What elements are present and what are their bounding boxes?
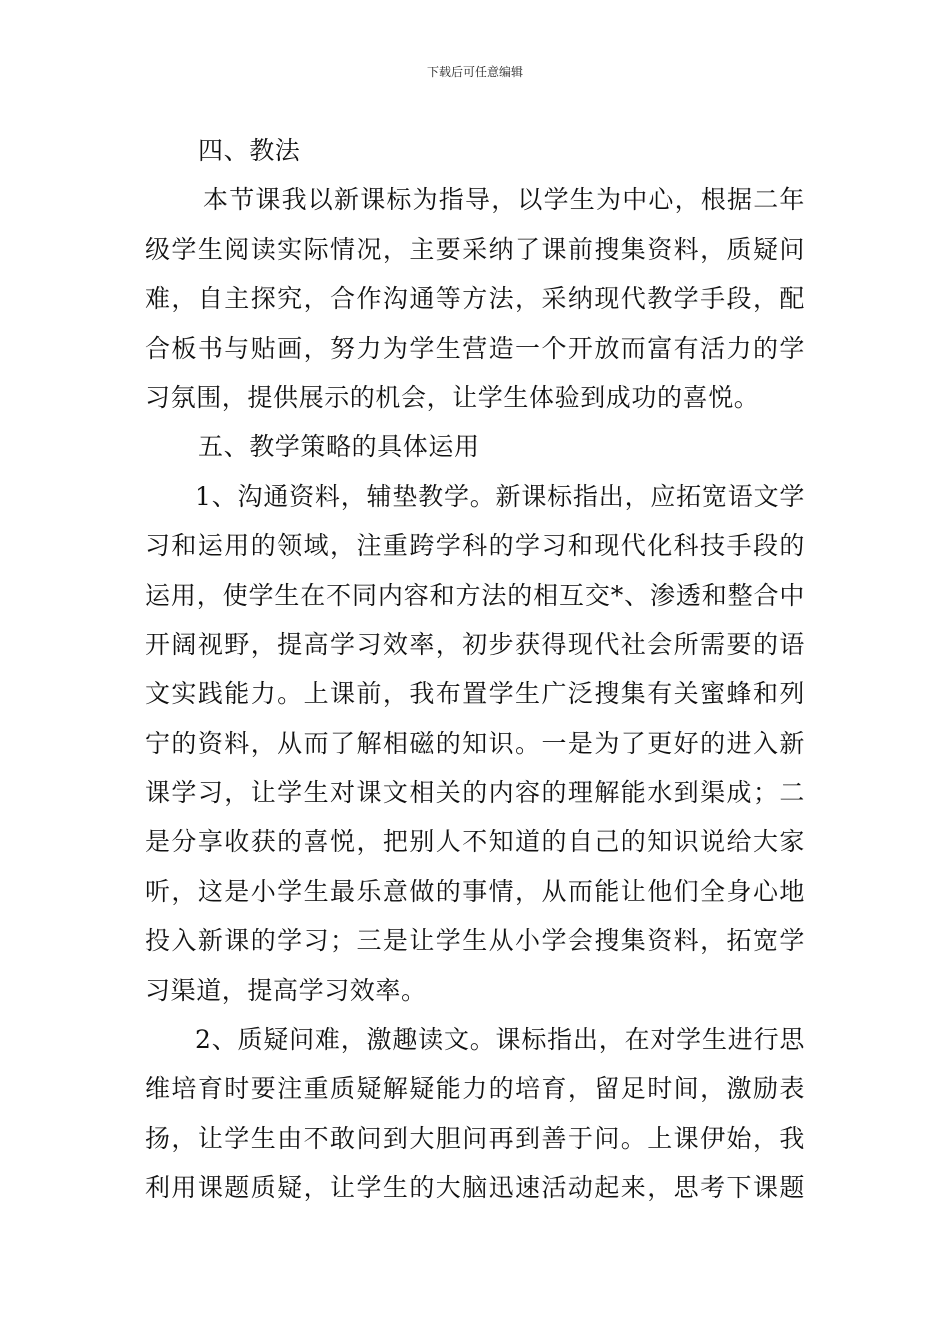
text-line: 是分享收获的喜悦，把别人不知道的自己的知识说给大家: [145, 827, 805, 857]
page-header-note: 下载后可任意编辑: [426, 65, 523, 79]
text-line: 听，这是小学生最乐意做的事情，从而能让他们全身心地: [145, 876, 805, 906]
text-line: 合板书与贴画，努力为学生营造一个开放而富有活力的学: [145, 333, 805, 363]
text-line: 开阔视野，提高学习效率，初步获得现代社会所需要的语: [145, 629, 805, 659]
text-line: 四、教法: [198, 136, 301, 165]
text-line: 五、教学策略的具体运用: [198, 432, 480, 462]
text-line: 级学生阅读实际情况，主要采纳了课前搜集资料，质疑问: [145, 234, 805, 264]
text-line: 文实践能力。上课前，我布置学生广泛搜集有关蜜蜂和列: [145, 679, 805, 709]
text-line: 利用课题质疑，让学生的大脑迅速活动起来，思考下课题: [145, 1173, 805, 1203]
text-line: 本节课我以新课标为指导，以学生为中心，根据二年: [203, 185, 805, 215]
text-line: 习和运用的领域，注重跨学科的学习和现代化科技手段的: [145, 531, 805, 561]
text-line: 习氛围，提供展示的机会，让学生体验到成功的喜悦。: [145, 382, 760, 412]
document-body: [145, 126, 805, 1213]
text-line: 课学习，让学生对课文相关的内容的理解能水到渠成；二: [145, 778, 805, 808]
text-line: 宁的资料，从而了解相磁的知识。一是为了更好的进入新: [145, 728, 805, 758]
text-line: 习渠道，提高学习效率。: [145, 975, 427, 1005]
text-line: 难，自主探究，合作沟通等方法，采纳现代教学手段，配: [145, 284, 805, 314]
text-line: 运用，使学生在不同内容和方法的相互交*、渗透和整合中: [145, 580, 805, 610]
text-line: 2、质疑问难，激趣读文。课标指出，在对学生进行思: [195, 1025, 805, 1055]
text-line: 1、沟通资料，辅垫教学。新课标指出，应拓宽语文学: [195, 481, 805, 511]
text-line: 投入新课的学习；三是让学生从小学会搜集资料，拓宽学: [145, 926, 805, 956]
text-line: 维培育时要注重质疑解疑能力的培育，留足时间，激励表: [145, 1074, 805, 1104]
text-line: 扬，让学生由不敢问到大胆问再到善于问。上课伊始，我: [145, 1123, 805, 1153]
